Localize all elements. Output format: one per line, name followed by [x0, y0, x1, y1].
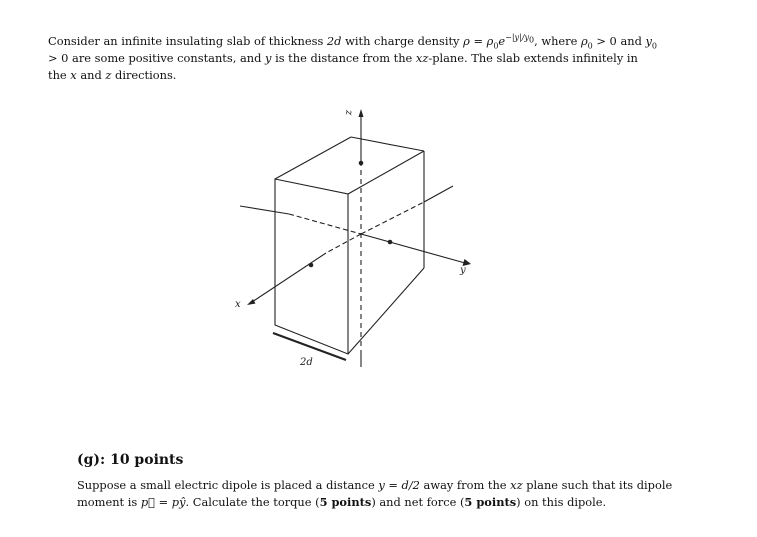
intro-text: is the distance from the — [275, 51, 413, 66]
y-axis — [240, 206, 289, 214]
slab-top-edge — [351, 137, 424, 151]
intro-text: with charge density — [345, 34, 460, 48]
force-points: 5 points — [464, 495, 517, 510]
intro-text: are some positive constants, and — [72, 51, 262, 66]
intro-text: and — [80, 68, 102, 83]
intro-text: directions. — [115, 68, 177, 83]
y-axis-label: y — [460, 265, 466, 276]
part-g-question — [77, 477, 682, 512]
torque-points: 5 points — [319, 495, 372, 510]
x-axis-label: x — [235, 299, 241, 310]
part-g-heading: (g): 10 points — [77, 452, 184, 468]
question-text: . Calculate the torque ( — [185, 495, 320, 510]
thickness-symbol: 2d — [326, 34, 342, 48]
thickness-marker — [273, 333, 346, 360]
slab-diagram — [230, 103, 490, 378]
x-axis — [252, 253, 326, 302]
intro-text: and — [620, 34, 642, 48]
z-axis-label: z — [343, 110, 354, 116]
dipole-moment-equation: p⃗ = pŷ — [140, 495, 186, 510]
axis-point-marker — [309, 263, 314, 268]
question-text: Suppose a small electric dipole is placed a distance — [77, 478, 375, 492]
question-text: ) and net force ( — [371, 495, 465, 510]
rho0-condition: > 0 — [596, 34, 617, 48]
density-formula: ρ = ρ — [463, 34, 494, 48]
density-exponent: −|y|/y — [505, 33, 529, 43]
y-axis — [361, 234, 465, 263]
slab-top-edge — [275, 137, 351, 179]
slab-center-line — [361, 202, 424, 234]
slab-bottom-edge — [348, 268, 424, 354]
slab-center-line — [424, 186, 453, 202]
xz-plane-symbol: xz — [415, 51, 429, 66]
problem-intro: Consider an infinite insulating slab of thickness 2d with charge density $\rho = \rho_0e^{-|y|/y_0}$, where $\rho_0 > 0$ and $y_0 > 0$ are some positive constants, and y is the distance from the xz-plane. The slab extends infinitely in the x and z directions. — [48, 33, 658, 83]
intro-text: , where — [534, 34, 578, 48]
xz-plane-symbol: xz — [510, 478, 523, 492]
z-axis-arrowhead — [359, 109, 364, 117]
y0-condition: > 0 — [48, 51, 69, 66]
question-text: plane such that its dipole moment is — [77, 478, 673, 510]
intro-text: Consider an infinite insulating slab of thickness — [48, 34, 324, 48]
question-text: ) on this dipole. — [516, 495, 607, 510]
axis-point-marker — [388, 240, 393, 245]
distance-equation: y = d/2 — [378, 478, 420, 492]
axis-point-marker — [359, 161, 364, 166]
thickness-label: 2d — [300, 357, 313, 368]
y-axis-hidden — [289, 214, 361, 234]
question-text: away from the — [423, 478, 507, 492]
slab-top-edge — [348, 151, 424, 194]
x-axis-hidden — [326, 234, 361, 253]
slab-figure — [230, 103, 490, 378]
intro-text: -plane. The slab extends infinitely in the — [48, 51, 638, 83]
